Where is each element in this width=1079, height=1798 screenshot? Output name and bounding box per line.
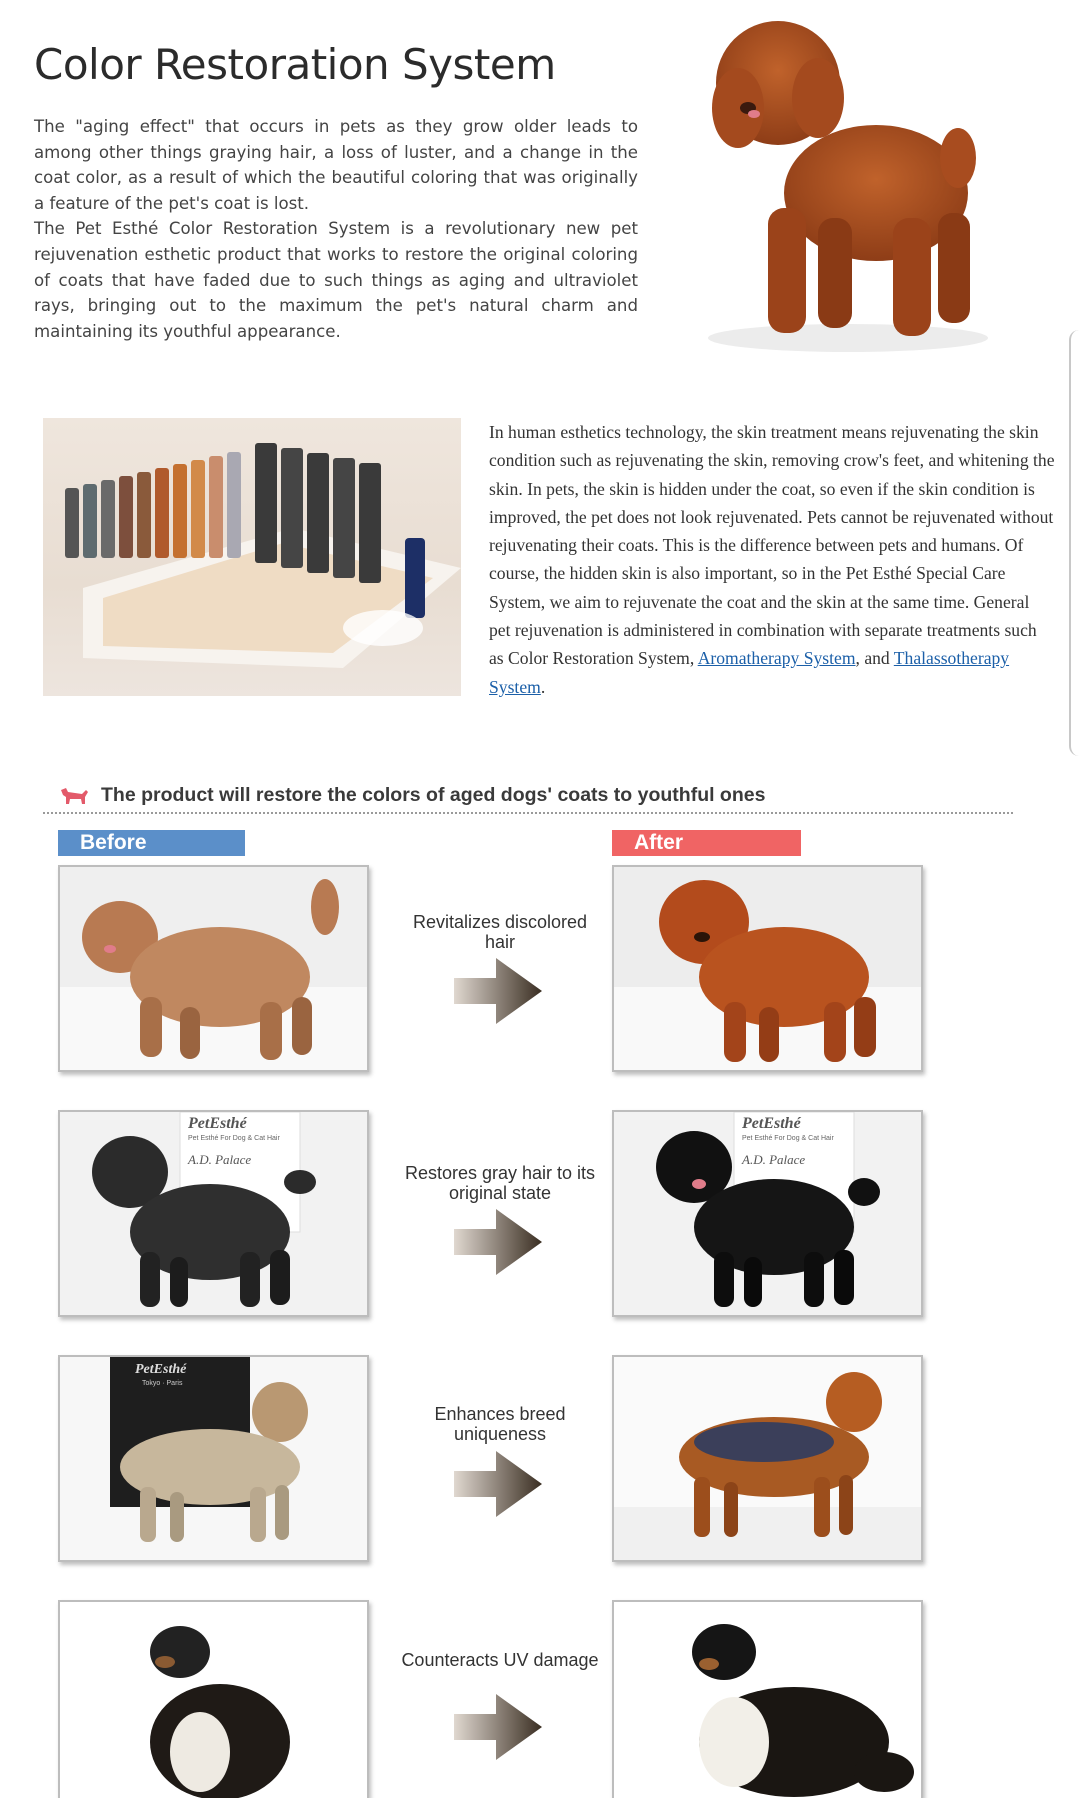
intro-text <box>34 114 638 344</box>
before-photo-2 <box>58 1110 369 1317</box>
shirt-logo-text: PetEsthé <box>188 1115 247 1132</box>
apron-logo-text: PetEsthé <box>135 1362 187 1377</box>
thalassotherapy-link[interactable]: Thalassotherapy System <box>489 648 1010 697</box>
hero-poodle-image <box>668 8 1008 358</box>
arrow-right-icon <box>450 1692 550 1762</box>
shirt-sub-text: Pet Esthé For Dog & Cat Hair <box>742 1135 834 1142</box>
section-divider <box>43 812 1013 814</box>
section-heading: The product will restore the colors of aged dogs' coats to youthful ones <box>101 784 766 806</box>
scroll-indicator[interactable] <box>1069 330 1079 756</box>
before-photo-4 <box>58 1600 369 1798</box>
caption-1: Revitalizes discolored hair <box>412 912 588 952</box>
after-photo-2 <box>612 1110 923 1317</box>
after-photo-3 <box>612 1355 923 1562</box>
shirt-brand-text: A.D. Palace <box>742 1152 806 1167</box>
apron-sub-text: Tokyo · Paris <box>142 1380 183 1387</box>
before-badge: Before <box>58 830 245 856</box>
shirt-brand-text: A.D. Palace <box>188 1152 252 1167</box>
after-photo-4 <box>612 1600 923 1798</box>
after-photo-1 <box>612 865 923 1072</box>
esthetics-joiner: , and <box>855 648 894 669</box>
caption-2: Restores gray hair to its original state <box>404 1163 596 1203</box>
caption-3: Enhances breed uniqueness <box>434 1404 566 1444</box>
before-photo-3 <box>58 1355 369 1562</box>
product-kit-image <box>43 418 461 696</box>
dog-icon <box>58 786 90 806</box>
arrow-right-icon <box>450 956 550 1026</box>
page-title: Color Restoration System <box>34 40 556 89</box>
intro-paragraph-2: The Pet Esthé Color Restoration System is a revolutionary new pet rejuvenation esthetic product that works to restore the original coloring of coats that have faded due to such things as aging and ultraviolet rays, bringing out to the maximum the pet's natural charm and maintaining its youthful appearance. <box>34 219 638 341</box>
esthetics-text: In human esthetics technology, the skin treatment means rejuvenating the skin condition such as rejuvenating the skin, removing crow's feet, and whitening the skin. In pets, the skin is hidden under the coat, so even if the skin condition is improved, the pet does not look rejuvenated. Pets cannot be rejuvenated without rejuvenating their coats. This is the difference between pets and humans. Of course, the hidden skin is also important, so in the Pet Esthé Special Care System, we aim to rejuvenate the coat and the skin at the same time. General pet rejuvenation is administered in combination with separate treatments such as Color Restoration System, <box>489 422 1055 669</box>
aromatherapy-link[interactable]: Aromatherapy System <box>697 648 856 669</box>
before-photo-1 <box>58 865 369 1072</box>
caption-4: Counteracts UV damage <box>401 1650 599 1670</box>
arrow-right-icon <box>450 1207 550 1277</box>
shirt-logo-text: PetEsthé <box>742 1115 801 1132</box>
intro-paragraph-1: The "aging effect" that occurs in pets as they grow older leads to among other things graying hair, a loss of luster, and a change in the coat color, as a result of which the beautiful coloring that was originally a feature of the pet's coat is lost. <box>34 117 638 213</box>
esthetics-paragraph <box>489 418 1055 701</box>
arrow-right-icon <box>450 1449 550 1519</box>
esthetics-end: . <box>540 676 546 697</box>
shirt-sub-text: Pet Esthé For Dog & Cat Hair <box>188 1135 280 1142</box>
after-badge: After <box>612 830 801 856</box>
